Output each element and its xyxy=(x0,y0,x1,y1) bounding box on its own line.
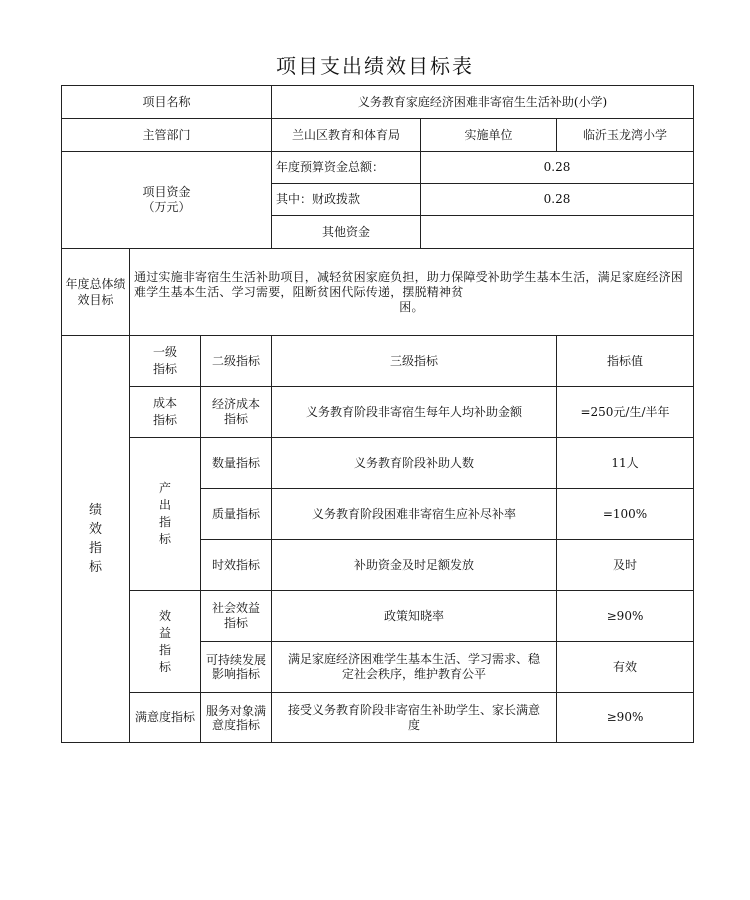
satisfaction-level2-text: 服务对象满意度指标 xyxy=(205,703,266,732)
benefit-value: 有效 xyxy=(557,642,694,693)
benefit-level3 xyxy=(272,642,557,693)
satisfaction-indicator-row xyxy=(62,693,694,743)
performance-target-table xyxy=(61,85,694,743)
benefit-indicator-row xyxy=(62,591,694,642)
output-level2: 时效指标 xyxy=(201,540,272,591)
cost-level1-text: 成本指标 xyxy=(152,396,177,427)
annual-goal-text xyxy=(130,249,694,336)
cost-level2 xyxy=(201,387,272,438)
implementing-unit-value: 临沂玉龙湾小学 xyxy=(557,119,694,152)
project-name-value: 义务教育家庭经济困难非寄宿生生活补助(小学) xyxy=(272,86,694,119)
department-label: 主管部门 xyxy=(62,119,272,152)
benefit-level2 xyxy=(201,642,272,693)
satisfaction-level3 xyxy=(272,693,557,743)
annual-goal-text-last: 困。 xyxy=(399,299,424,314)
satisfaction-level2 xyxy=(201,693,272,743)
funds-total-value: 0.28 xyxy=(421,152,694,184)
cost-level2-text: 经济成本指标 xyxy=(211,397,260,426)
output-level2: 数量指标 xyxy=(201,438,272,489)
indicators-section-label xyxy=(62,336,130,743)
funds-fiscal-value: 0.28 xyxy=(421,184,694,216)
implementing-unit-label: 实施单位 xyxy=(421,119,557,152)
output-level3: 义务教育阶段困难非寄宿生应补尽补率 xyxy=(272,489,557,540)
cost-value: =250元/生/半年 xyxy=(557,387,694,438)
header-level1 xyxy=(130,336,201,387)
benefit-level1 xyxy=(130,591,201,693)
header-level1-text: 一级指标 xyxy=(152,345,177,376)
benefit-level2 xyxy=(201,591,272,642)
output-level1-text: 产出指标 xyxy=(158,481,171,546)
project-name-label: 项目名称 xyxy=(62,86,272,119)
output-value: =100% xyxy=(557,489,694,540)
output-level2: 质量指标 xyxy=(201,489,272,540)
header-level2: 二级指标 xyxy=(201,336,272,387)
indicators-section-label-text: 绩效指标 xyxy=(88,503,102,575)
satisfaction-value: ≥90% xyxy=(557,693,694,743)
satisfaction-level1 xyxy=(130,693,201,743)
benefit-level1-text: 效益指标 xyxy=(158,608,171,674)
funds-other-label: 其他资金 xyxy=(272,216,421,249)
output-level3: 义务教育阶段补助人数 xyxy=(272,438,557,489)
output-value: 及时 xyxy=(557,540,694,591)
cost-level3: 义务教育阶段非寄宿生每年人均补助金额 xyxy=(272,387,557,438)
satisfaction-level1-text: 满意度指标 xyxy=(134,710,195,724)
funds-total-row xyxy=(62,152,694,184)
header-value: 指标值 xyxy=(557,336,694,387)
benefit-level2-text: 社会效益指标 xyxy=(211,601,260,630)
benefit-level3-text: 满足家庭经济困难学生基本生活、学习需求、稳定社会秩序，维护教育公平 xyxy=(287,652,540,681)
cost-indicator-row xyxy=(62,387,694,438)
indicator-header-row xyxy=(62,336,694,387)
satisfaction-level3-text: 接受义务教育阶段非寄宿生补助学生、家长满意度 xyxy=(287,702,540,732)
benefit-level2-text: 可持续发展影响指标 xyxy=(205,653,266,681)
funds-fiscal-label: 其中：财政拨款 xyxy=(272,184,421,216)
cost-level1 xyxy=(130,387,201,438)
funds-label: 项目资金 （万元） xyxy=(62,152,272,249)
funds-total-label: 年度预算资金总额： xyxy=(272,152,421,184)
output-indicator-row xyxy=(62,438,694,489)
project-name-row xyxy=(62,86,694,119)
funds-other-value xyxy=(421,216,694,249)
benefit-level3: 政策知晓率 xyxy=(272,591,557,642)
output-level1 xyxy=(130,438,201,591)
header-level3: 三级指标 xyxy=(272,336,557,387)
annual-goal-label-text: 年度总体绩效目标 xyxy=(65,277,126,307)
department-row xyxy=(62,119,694,152)
output-value: 11人 xyxy=(557,438,694,489)
annual-goal-label xyxy=(62,249,130,336)
department-value: 兰山区教育和体育局 xyxy=(272,119,421,152)
annual-goal-text-main: 通过实施非寄宿生生活补助项目，减轻贫困家庭负担，助力保障受补助学生基本生活，满足家庭经济困难学生基本生活、学习需要，阻断贫困代际传递，摆脱精神贫 xyxy=(134,269,684,299)
benefit-value: ≥90% xyxy=(557,591,694,642)
annual-goal-row xyxy=(62,249,694,336)
page-title: 项目支出绩效目标表 xyxy=(276,54,474,78)
output-level3: 补助资金及时足额发放 xyxy=(272,540,557,591)
